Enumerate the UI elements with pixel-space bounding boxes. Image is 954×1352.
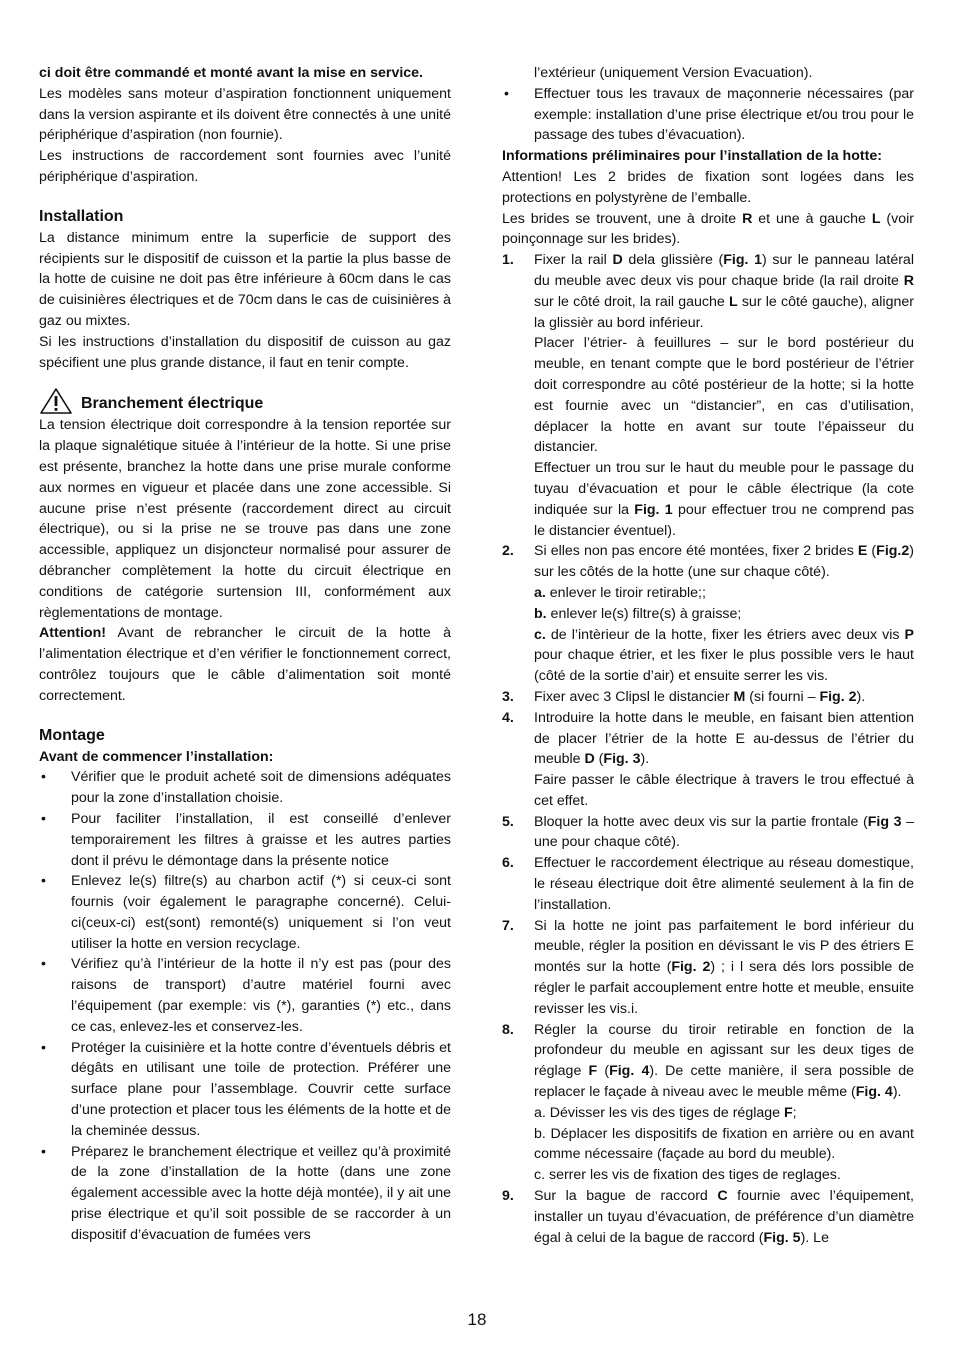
intro-bold: ci doit être commandé et monté avant la mise en service. bbox=[39, 65, 423, 81]
step-8: 8. Régler la course du tiroir retirable en fonction de la profondeur du meuble en agissant sur les deux tiges de réglage F (Fig. 4). De cette manière, il sera possible de replacer le façade à niveau avec le meuble même (Fig. 4). a. Dévisser les vis des tiges de réglage F; b. Déplacer les dispositifs de fixation en arrière ou en avant comme nécessaire (façade au bord du meuble). c. serrer les vis de fixation des tiges de reglages. bbox=[502, 1021, 914, 1184]
step-4: 4. Introduire la hotte dans le meuble, en faisant bien attention de placer l’étrier de la hotte E au-dessus de l’étrier du meuble D (Fig. 3). Faire passer le câble électrique à travers le trou effectué à cet effet. bbox=[502, 709, 914, 809]
installation-steps bbox=[502, 250, 914, 1248]
attention-label: Attention! bbox=[39, 625, 106, 642]
step-6: 6. Effectuer le raccordement électrique au réseau domestique, le réseau électrique doit être alimenté seulement à la fin de l’installation. bbox=[502, 855, 914, 913]
step-5: 5. Bloquer la hotte avec deux vis sur la partie frontale (Fig 3 – une pour chaque côté). bbox=[502, 813, 914, 851]
list-item: • Préparez le branchement électrique et veillez qu’à proximité de la zone d’installation de la hotte (dans une zone également accessible avec la hotte déjà montée), il y ait une prise électrique et qu’il soit possible de se raccorder à un dispositif d’évacuation de fumées vers bbox=[39, 1142, 451, 1246]
electrical-heading-row bbox=[39, 387, 451, 415]
warning-triangle-icon bbox=[39, 387, 73, 415]
step-9: 9. Sur la bague de raccord C fournie avec l’équipement, installer un tuyau d’évacuation, de préférence d’un diamètre égal à celui de la bague de raccord (Fig. 5). Le bbox=[502, 1188, 914, 1246]
list-item: • Enlevez le(s) filtre(s) au charbon actif (*) si ceux-ci sont fournis (voir également le paragraphe concerné). Celui-ci(ceux-ci) est(sont) remonté(s) uniquement si l’on veut utiliser la hotte en version recyclage. bbox=[39, 871, 451, 954]
installation-heading: Installation bbox=[39, 207, 124, 225]
list-item: • Pour faciliter l’installation, il est conseillé d’enlever temporairement les filtres à graisse et les autres parties dont il prévu le démontage dans la présente notice bbox=[39, 809, 451, 871]
electrical-heading: Branchement électrique bbox=[81, 395, 264, 413]
intro-paragraph-2: Les instructions de raccordement sont fournies avec l’unité périphérique d’aspiration. bbox=[39, 148, 451, 185]
intro-paragraph-1: Les modèles sans moteur d’aspiration fonctionnent uniquement dans la version aspirante et ils doivent être connectés à une unité périphérique d’aspiration (non fournie). bbox=[39, 85, 451, 144]
right-column bbox=[502, 63, 914, 1248]
page-number: 18 bbox=[467, 1310, 487, 1329]
bullet-continuation: l’extérieur (uniquement Version Evacuation). bbox=[534, 65, 813, 81]
prelim-paragraph-2: Les brides se trouvent, une à droite R et une à gauche L (voir poinçonnage sur les brides). bbox=[502, 210, 914, 248]
step-1: 1. Fixer la rail D dela glissière (Fig. 1) sur le panneau latéral du meuble avec deux vis pour chaque bride (la rail droite R sur le côté droit, la rail gauche L sur le côté gauche), aligner la glissièr au bord inférieur. Placer l’étrier- à feuillures – sur le bord postérieur du meuble, en tenant compte que le bord postérieur de l’étrier doit correspondre au côté postérieur de la hotte; si la hotte est fournie avec un “distancier”, en cas d’utilisation, déplacer la hotte en avant sur toute l’épaisseur du distancier. Effectuer un trou sur le haut du meuble pour le passage du tuyau d’évacuation et pour le câble électrique (la cote indiquée sur la Fig. 1 pour effectuer trou ne comprend pas le distancier éventuel). bbox=[502, 252, 914, 539]
list-item: • Vérifiez qu’à l’intérieur de la hotte il n’y est pas (pour des raisons de transport) d’autre matériel fourni avec l’équipement (par exemple: vis (*), garanties (*) etc., dans ce cas, enlevez-les et conservez-les. bbox=[39, 954, 451, 1037]
list-item: • Effectuer tous les travaux de maçonnerie nécessaires (par exemple: installation d’une prise électrique et/ou trou pour le passage des tubes d’évacuation). bbox=[502, 84, 914, 146]
before-install-heading: Avant de commencer l’installation: bbox=[39, 748, 274, 765]
prelim-heading: Informations préliminaires pour l’installation de la hotte: bbox=[502, 148, 882, 165]
installation-paragraph-2: Si les instructions d’installation du dispositif de cuisson au gaz spécifient une plus grande distance, il faut en tenir compte. bbox=[39, 333, 451, 371]
step-3: 3. Fixer avec 3 Clipsl le distancier M (si fourni – Fig. 2). bbox=[502, 688, 866, 705]
left-column bbox=[39, 63, 451, 1246]
step-7: 7. Si la hotte ne joint pas parfaitement le bord inférieur du meuble, régler la position en dévissant le vis P des étriers E montés sur la hotte (Fig. 2) ; i l sera dés lors possible de régler le parfait accouplement entre hotte et meuble, ensuite revisser les vis.i. bbox=[502, 917, 914, 1017]
list-item: • Protéger la cuisinière et la hotte contre d’éventuels débris et dégâts en utilisant une toile de protection. Préférer une surface plane pour l’assemblage. Couvrir cette surface d’une protection et placer tous les éléments de la hotte et de la cheminée dessus. bbox=[39, 1038, 451, 1142]
attention-text: Avant de rebrancher le circuit de la hotte à l’alimentation électrique et d’en vérifier le fonctionnement correct, contrôlez toujours que le câble d’alimentation soit monté correctement. bbox=[39, 625, 451, 704]
list-item: • Vérifier que le produit acheté soit de dimensions adéquates pour la zone d’installation choisie. bbox=[39, 767, 451, 809]
masonry-list bbox=[502, 84, 914, 146]
attention-paragraph bbox=[39, 623, 451, 706]
before-install-list bbox=[39, 767, 451, 1245]
installation-paragraph-1: La distance minimum entre la superficie de support des récipients sur le dispositif de cuisson et la partie la plus basse de la hotte de cuisine ne doit pas être inférieure à 60cm dans le cas de cuisinières électriques et de 70cm dans le cas de cuisinières à gaz ou mixtes. bbox=[39, 229, 451, 329]
montage-heading: Montage bbox=[39, 726, 105, 744]
electrical-paragraph: La tension électrique doit correspondre à la tension reportée sur la plaque signalétique située à l’intérieur de la hotte. Si une prise est présente, branchez la hotte dans une prise murale conforme aux normes en vigueur et placée dans une zone accessible. Si aucune prise n’est présente (raccordement direct au circuit électrique), ou si la prise ne se trouve pas dans une zone accessible, appliquez un disjoncteur normalisé pour assurer de débrancher complètement la hotte du circuit électrique en conditions de catégorie surtension III, conformément aux règlementations de montage. bbox=[39, 417, 451, 621]
step-2: 2. Si elles non pas encore été montées, fixer 2 brides E (Fig.2) sur les côtés de la hotte (une sur chaque côté). a. enlever le tiroir retirable;; b. enlever le(s) filtre(s) à graisse; c. de l’intèrieur de la hotte, fixer les étriers avec deux vis P pour chaque étrier, et les fixer le plus possible vers le haut (côté de la sortie d’air) et ensuite serrer les vis. bbox=[502, 543, 914, 685]
prelim-paragraph-1: Attention! Les 2 brides de fixation sont logées dans les protections en polystyrène de l’emballe. bbox=[502, 168, 914, 206]
